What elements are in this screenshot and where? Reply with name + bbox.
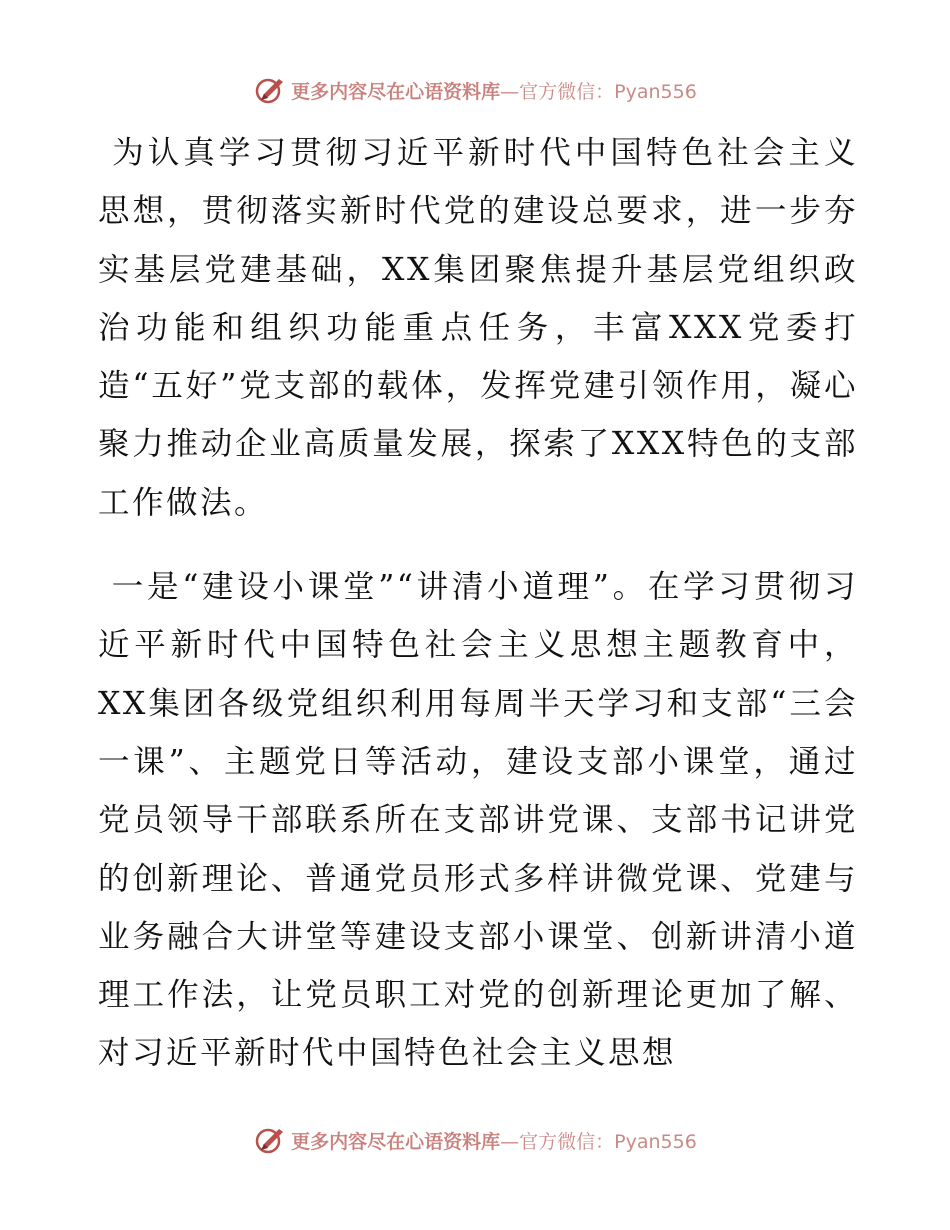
footer-banner-text bbox=[291, 1127, 697, 1154]
footer-banner-main: 更多内容尽在心语资料库 bbox=[291, 1130, 501, 1153]
pen-logo-icon bbox=[253, 1123, 287, 1157]
document-body bbox=[98, 124, 858, 1083]
header-banner bbox=[0, 68, 950, 112]
header-banner-wechat: 官方微信：Pyan556 bbox=[519, 80, 697, 103]
footer-banner-dash: — bbox=[500, 1130, 520, 1153]
paragraph-intro: 为认真学习贯彻习近平新时代中国特色社会主义思想，贯彻落实新时代党的建设总要求，进一步夯实基层党建基础，XX集团聚焦提升基层党组织政治功能和组织功能重点任务，丰富XXX党委打造“五好”党支部的载体，发挥党建引领作用，凝心聚力推动企业高质量发展，探索了XXX特色的支部工作做法。 bbox=[98, 135, 858, 521]
header-banner-dash: — bbox=[500, 80, 520, 103]
paragraph-point-one: 一是“建设小课堂”“讲清小道理”。在学习贯彻习近平新时代中国特色社会主义思想主题教育中，XX集团各级党组织利用每周半天学习和支部“三会一课”、主题党日等活动，建设支部小课堂，通过党员领导干部联系所在支部讲党课、支部书记讲党的创新理论、普通党员形式多样讲微党课、党建与业务融合大讲堂等建设支部小课堂、创新讲清小道理工作法，让党员职工对党的创新理论更加了解、对习近平新时代中国特色社会主义思想 bbox=[98, 569, 858, 1072]
footer-banner bbox=[0, 1118, 950, 1162]
header-banner-main: 更多内容尽在心语资料库 bbox=[291, 80, 501, 103]
pen-logo-icon bbox=[253, 73, 287, 107]
header-banner-text bbox=[291, 77, 697, 104]
footer-banner-wechat: 官方微信：Pyan556 bbox=[519, 1130, 697, 1153]
